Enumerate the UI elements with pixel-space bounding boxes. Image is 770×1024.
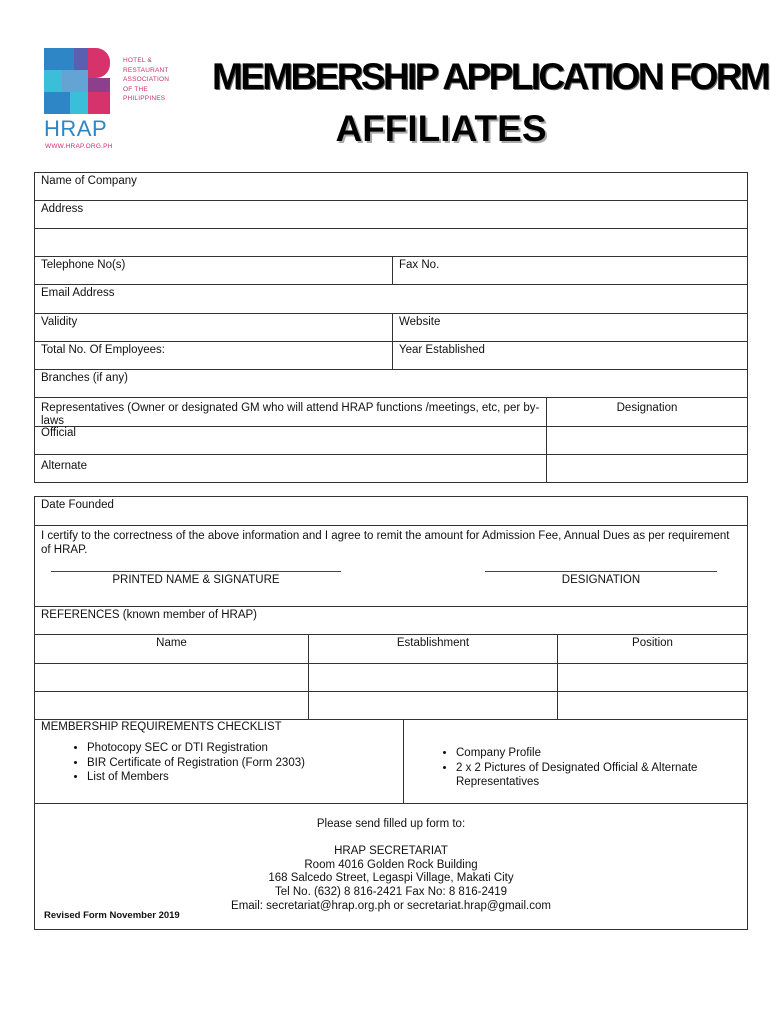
logo-url: WWW.HRAP.ORG.PH (45, 143, 113, 150)
send-to-line: HRAP SECRETARIAT (334, 844, 448, 857)
printed-name-label: PRINTED NAME & SIGNATURE (112, 574, 280, 586)
reference-name-field[interactable] (35, 664, 308, 691)
references-header-row (34, 635, 748, 664)
reference-name-field[interactable] (35, 692, 308, 719)
reference-row (34, 664, 748, 692)
send-to-line: Tel No. (632) 8 816-2421 Fax No: 8 816-2419 (274, 886, 508, 899)
checklist-item: • BIR Certificate of Registration (Form 2303) (87, 756, 397, 771)
employees-year-row (34, 342, 748, 370)
references-title: REFERENCES (known member of HRAP) (41, 609, 257, 621)
designation-header: Designation (546, 398, 747, 426)
send-to-line: 168 Salcedo Street, Legaspi Village, Makati City (268, 872, 514, 885)
branches-label: Branches (if any) (41, 372, 128, 384)
email-label: Email Address (41, 287, 115, 299)
official-label: Official (41, 427, 76, 439)
website-label: Website (399, 316, 441, 328)
send-to-line: Email: secretariat@hrap.org.ph or secretariat.hrap@gmail.com (231, 899, 551, 912)
checklist-item: • Company Profile (456, 746, 741, 761)
checklist-item: • List of Members (87, 770, 397, 785)
reference-establishment-field[interactable] (308, 664, 557, 691)
date-founded-row[interactable] (34, 496, 748, 526)
fax-label: Fax No. (399, 259, 440, 271)
form-subtitle: AFFILIATES (335, 108, 547, 149)
designation-signature-field[interactable] (485, 565, 717, 586)
designation-label: DESIGNATION (561, 574, 641, 586)
branches-row[interactable] (34, 370, 748, 398)
employees-label: Total No. Of Employees: (41, 344, 165, 356)
alternate-field[interactable] (35, 455, 546, 482)
validity-field[interactable] (35, 314, 392, 341)
references-name-header: Name (156, 637, 187, 649)
checklist-title: MEMBERSHIP REQUIREMENTS CHECKLIST (41, 721, 282, 733)
address-row[interactable] (34, 201, 748, 229)
reference-position-field[interactable] (557, 664, 747, 691)
checklist-item: • Photocopy SEC or DTI Registration (87, 741, 397, 756)
fax-field[interactable] (392, 257, 747, 284)
references-position-header: Position (557, 635, 747, 663)
signature-field[interactable] (51, 565, 341, 586)
form-title: MEMBERSHIP APPLICATION FORM (212, 56, 769, 97)
checklist-row (34, 720, 748, 804)
revised-note: Revised Form November 2019 (44, 910, 180, 921)
alternate-designation-field[interactable] (546, 455, 747, 482)
reference-row (34, 692, 748, 720)
website-field[interactable] (392, 314, 747, 341)
company-name-label: Name of Company (41, 175, 137, 187)
address-label: Address (41, 203, 84, 215)
checklist-item: • 2 x 2 Pictures of Designated Official & Alternate Representatives (456, 761, 741, 790)
official-field[interactable] (35, 427, 546, 454)
application-form (34, 172, 748, 930)
validity-website-row (34, 314, 748, 342)
association-name: HOTEL & RESTAURANT ASSOCIATION OF THE PHILIPPINES (123, 57, 170, 102)
reference-position-field[interactable] (557, 692, 747, 719)
references-establishment-header: Establishment (308, 635, 557, 663)
date-founded-label: Date Founded (41, 499, 114, 511)
references-title-row (34, 607, 748, 635)
send-to-line: Room 4016 Golden Rock Building (304, 858, 478, 871)
employees-field[interactable] (35, 342, 392, 369)
year-established-label: Year Established (399, 344, 485, 356)
validity-label: Validity (41, 316, 78, 328)
representatives-label: Representatives (Owner or designated GM who will attend HRAP functions /meetings, etc, per by-laws (41, 402, 540, 427)
year-established-field[interactable] (392, 342, 747, 369)
hrap-logo (44, 46, 194, 156)
logo-acronym: HRAP (44, 116, 108, 141)
send-to-intro: Please send filled up form to: (316, 818, 466, 830)
telephone-fax-row (34, 257, 748, 285)
address-row-2[interactable] (34, 229, 748, 257)
telephone-field[interactable] (35, 257, 392, 284)
official-row (34, 427, 748, 455)
representatives-row (34, 398, 748, 427)
email-row[interactable] (34, 285, 748, 314)
official-designation-field[interactable] (546, 427, 747, 454)
reference-establishment-field[interactable] (308, 692, 557, 719)
company-name-row[interactable] (34, 172, 748, 201)
logo-mosaic-icon (44, 48, 112, 114)
certification-statement: I certify to the correctness of the above information and I agree to remit the amount for Admission Fee, Annual Dues as per requirement of HRAP. (41, 530, 730, 556)
certification-block (34, 526, 748, 607)
telephone-label: Telephone No(s) (41, 259, 126, 271)
alternate-row (34, 455, 748, 483)
alternate-label: Alternate (41, 460, 88, 472)
